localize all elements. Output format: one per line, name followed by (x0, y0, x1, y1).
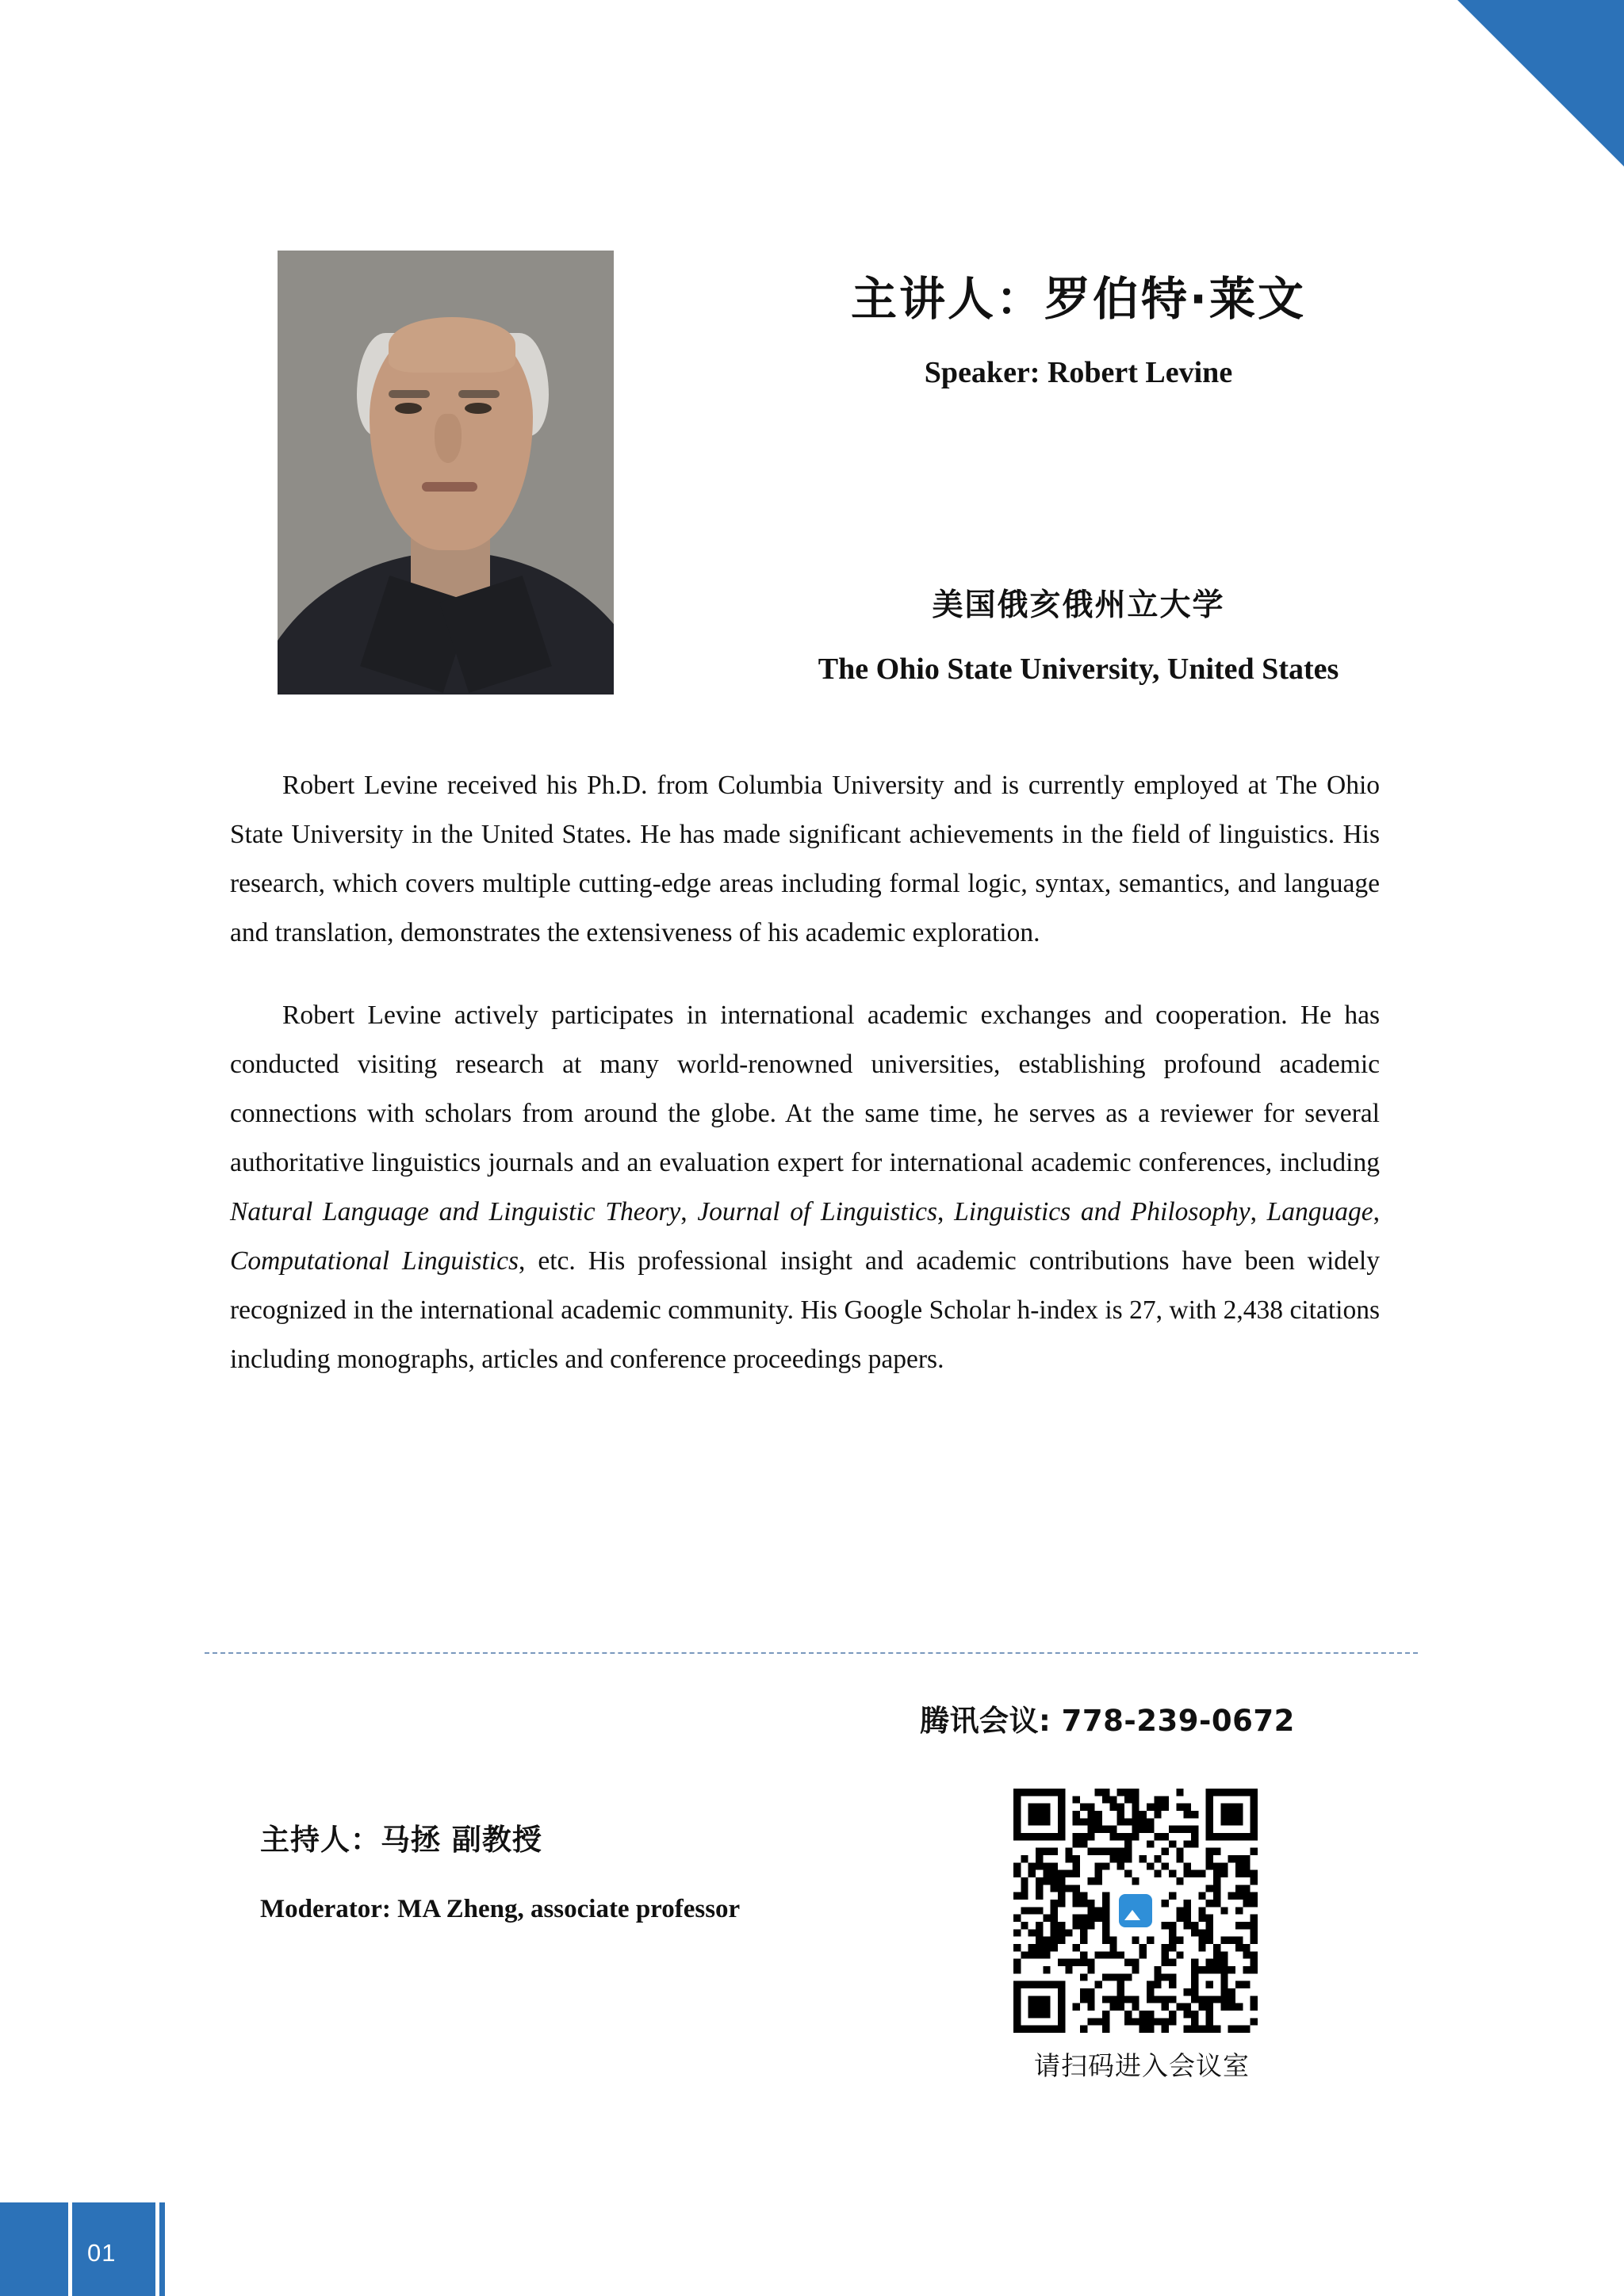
journal-name-1: Natural Language and Linguistic Theory (230, 1197, 681, 1226)
section-divider (205, 1652, 1418, 1654)
speaker-name-chinese: 主讲人：罗伯特·莱文 (850, 272, 1307, 326)
speaker-header (0, 238, 1624, 698)
biography-paragraph-2 (230, 991, 1380, 1384)
footer-line-1 (68, 2202, 72, 2296)
paragraph-2-outro: , etc. His professional insight and academic contributions have been widely recognized in the international academic community. His Google Scholar h-index is 27, with 2,438 citations including monographs, articles and conference proceedings papers. (230, 1246, 1380, 1374)
footer-accent-bar (0, 2202, 165, 2296)
speaker-portrait (278, 251, 614, 695)
portrait-eye-right (465, 403, 492, 414)
badge-shape (1119, 1894, 1152, 1927)
affiliation-english: The Ohio State University, United States (818, 652, 1339, 686)
tencent-meeting-icon (1115, 1890, 1156, 1931)
portrait-brow-left (389, 390, 430, 398)
portrait-nose (435, 414, 462, 463)
separator-1: , (680, 1197, 698, 1226)
affiliation-chinese: 美国俄亥俄州立大学 (932, 587, 1225, 623)
separator-4: , (1373, 1197, 1381, 1226)
speaker-text-block (650, 262, 1507, 687)
portrait-eye-left (395, 403, 422, 414)
biography-text (230, 761, 1380, 1384)
moderator-chinese: 主持人：马拯 副教授 (260, 1823, 542, 1857)
triangle-shape (1457, 0, 1624, 166)
journal-name-4: Language (1266, 1197, 1373, 1226)
journal-name-2: Journal of Linguistics (697, 1197, 938, 1226)
paragraph-2-intro: Robert Levine actively participates in international academic exchanges and cooperation. He has conducted visiting research at many world-renowned universities, establishing profound academic connections with scholars from around the globe. At the same time, he serves as a reviewer for several authoritative linguistics journals and an evaluation expert for international academic conferences, including (230, 1001, 1380, 1177)
portrait-brow-right (458, 390, 500, 398)
separator-2: , (937, 1197, 955, 1226)
separator-3: , (1250, 1197, 1267, 1226)
journal-name-3: Linguistics and Philosophy (954, 1197, 1251, 1226)
journal-name-5: Computational Linguistics (230, 1246, 519, 1276)
biography-paragraph-1: Robert Levine received his Ph.D. from Columbia University and is currently employed at The Ohio State University in the United States. He has made significant achievements in the field of linguistics. His research, which covers multiple cutting-edge areas including formal logic, syntax, semantics, and language and translation, demonstrates the extensiveness of his academic exploration. (230, 771, 1380, 947)
moderator-english: Moderator: MA Zheng, associate professor (260, 1895, 741, 1923)
portrait-mouth (422, 482, 477, 492)
portrait-forehead (389, 317, 515, 373)
meeting-qr-code[interactable] (1013, 1789, 1258, 2033)
speaker-name-english: Speaker: Robert Levine (924, 356, 1233, 389)
footer-line-2 (155, 2202, 159, 2296)
qr-code-caption: 请扫码进入会议室 (1034, 2050, 1250, 2081)
corner-decoration-top-right (1457, 0, 1624, 166)
meeting-id-label: 腾讯会议: 778-239-0672 (920, 1704, 1295, 1738)
page-number: 01 (87, 2239, 117, 2267)
